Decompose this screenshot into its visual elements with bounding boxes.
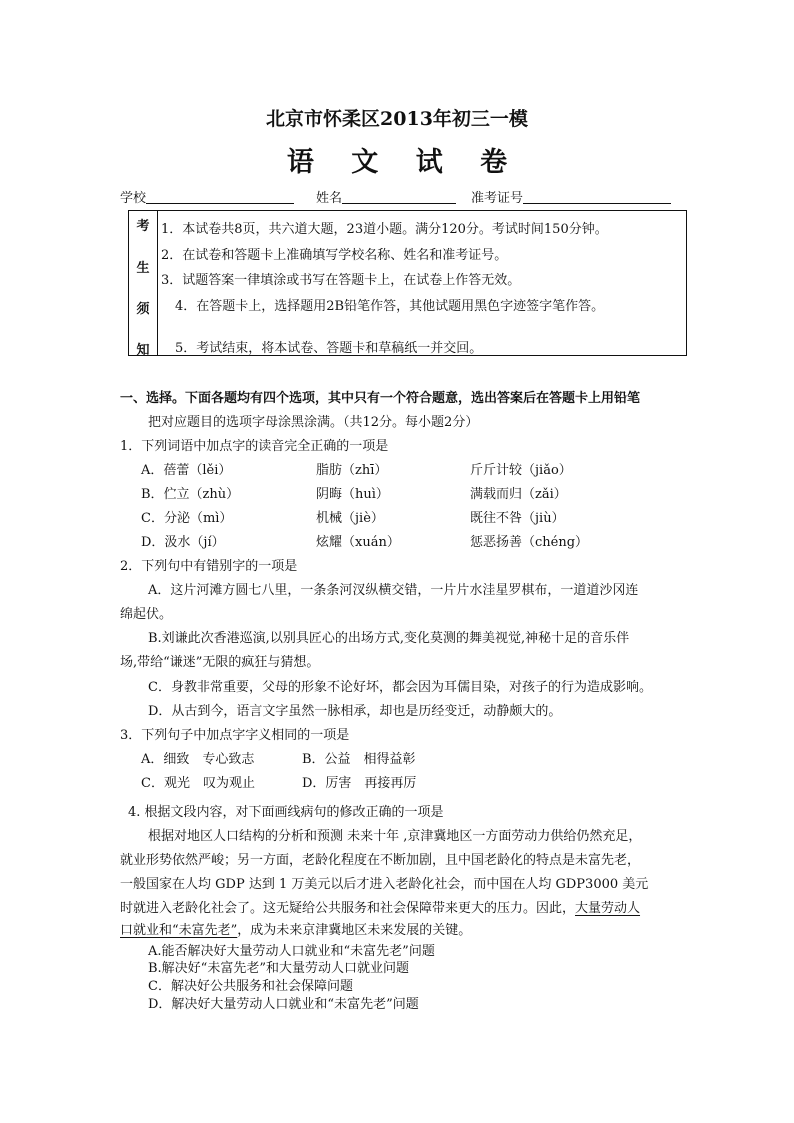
school-blank[interactable] <box>146 189 294 204</box>
name-field[interactable] <box>316 187 456 206</box>
q4-passage-line: 根据对地区人口结构的分析和预测 未来十年 ,京津冀地区一方面劳动力供给仍然充足， <box>148 829 642 844</box>
q4-passage-text: 时就进入老龄化社会了。这无疑给公共服务和社会保障带来更大的压力。因此， <box>120 901 576 916</box>
q1-option: 炫耀（xuán） <box>316 535 400 550</box>
notice-item: 3．试题答案一律填涂或书写在答题卡上，在试卷上作答无效。 <box>161 273 521 288</box>
q4-stem: 4. 根据文段内容，对下面画线病句的修改正确的一项是 <box>128 805 444 820</box>
q1-option: B．伫立（zhù） <box>141 487 240 502</box>
id-field[interactable] <box>471 187 671 206</box>
q1-option: A．蓓蕾（lěi） <box>141 463 232 478</box>
notice-side-char: 生 <box>136 261 150 276</box>
q4-option-d: D．解决好大量劳动人口就业和“未富先老”问题 <box>148 997 419 1012</box>
q2-option-c: C．身教非常重要，父母的形象不论好坏，都会因为耳儒目染，对孩子的行为造成影响。 <box>148 680 652 695</box>
q3-option-d: D．厉害 再接再厉 <box>302 776 417 791</box>
notice-item: 5．考试结束，将本试卷、答题卡和草稿纸一并交回。 <box>175 341 483 356</box>
q1-option: 机械（jiè） <box>316 511 384 526</box>
notice-item: 4．在答题卡上，选择题用2B铅笔作答，其他试题用黑色字迹签字笔作答。 <box>175 299 605 314</box>
notice-side-char: 知 <box>136 343 150 358</box>
id-blank[interactable] <box>523 189 671 204</box>
section1-intro: 一、选择。下面各题均有四个选项，其中只有一个符合题意，选出答案后在答题卡上用铅笔 <box>120 391 641 406</box>
q3-stem: 3．下列句子中加点字字义相同的一项是 <box>120 728 350 743</box>
q1-option: 满载而归（zǎi） <box>470 487 567 502</box>
notice-side-char: 考 <box>136 219 150 234</box>
notice-side-char: 须 <box>136 302 150 317</box>
exam-subtitle: 语 文 试 卷 <box>286 147 522 178</box>
q3-option-b: B．公益 相得益彰 <box>302 752 416 767</box>
q4-passage-line: 就业形势依然严峻；另一方面，老龄化程度在不断加剧，且中国老龄化的特点是未富先老， <box>120 853 641 868</box>
notice-item: 2．在试卷和答题卡上准确填写学校名称、姓名和准考证号。 <box>161 248 508 263</box>
q4-passage-line <box>120 900 640 918</box>
q2-option-d: D．从古到今，语言文字虽然一脉相承，却也是历经变迁，动静颇大的。 <box>148 704 562 719</box>
q4-option-a: A.能否解决好大量劳动人口就业和“未富先老”问题 <box>148 944 435 959</box>
q2-option-b-cont: 场,带给“谦迷”无限的疯狂与猜想。 <box>120 655 320 670</box>
notice-side-column <box>129 211 158 358</box>
section1-intro-cont: 把对应题目的选项字母涂黑涂满。（共12分。每小题2分） <box>148 415 479 430</box>
q1-option: D．汲水（jí） <box>141 535 225 550</box>
q1-stem: 1．下列词语中加点字的读音完全正确的一项是 <box>120 439 389 454</box>
q3-option-c: C．观光 叹为观止 <box>141 776 255 791</box>
school-field[interactable] <box>120 187 294 206</box>
q4-underlined-sentence: 口就业和“未富先老” <box>120 923 238 938</box>
exam-title: 北京市怀柔区2013年初三一模 <box>266 108 528 130</box>
q4-option-b: B.解决好“未富先老”和大量劳动人口就业问题 <box>148 961 409 976</box>
q2-option-a: A．这片河滩方圆七八里，一条条河汊纵横交错，一片片水洼星罗棋布，一道道沙冈连 <box>148 583 639 598</box>
q4-passage-line <box>120 922 471 940</box>
q3-option-a: A．细致 专心致志 <box>141 752 255 767</box>
q1-option: 惩恶扬善（chéng） <box>470 535 589 550</box>
q1-option: 脂肪（zhī） <box>316 463 388 478</box>
notice-item: 1．本试卷共8页，共六道大题，23道小题。满分120分。考试时间150分钟。 <box>161 222 608 237</box>
q1-option: 斤斤计较（jiǎo） <box>470 463 572 478</box>
q1-option: C．分泌（mì） <box>141 511 233 526</box>
q4-underlined-sentence: 大量劳动人 <box>575 901 641 916</box>
q4-option-c: C．解决好公共服务和社会保障问题 <box>148 979 353 994</box>
id-label: 准考证号 <box>471 191 524 206</box>
q4-passage-line: 一般国家在人均 GDP 达到 1 万美元以后才进入老龄化社会，而中国在人均 GDP3000 美元 <box>120 877 649 892</box>
name-blank[interactable] <box>342 189 456 204</box>
q1-option: 既往不咎（jiù） <box>470 511 565 526</box>
q2-stem: 2．下列句中有错别字的一项是 <box>120 559 298 574</box>
q2-option-b: B.刘谦此次香港巡演,以别具匠心的出场方式,变化莫测的舞美视觉,神秘十足的音乐伴 <box>148 631 630 646</box>
q1-option: 阴晦（huì） <box>316 487 389 502</box>
name-label: 姓名 <box>316 191 343 206</box>
q4-passage-text: ，成为未来京津冀地区未来发展的关键。 <box>237 923 472 938</box>
q2-option-a-cont: 绵起伏。 <box>120 607 173 622</box>
school-label: 学校 <box>120 191 147 206</box>
exam-notice-box <box>128 210 687 356</box>
